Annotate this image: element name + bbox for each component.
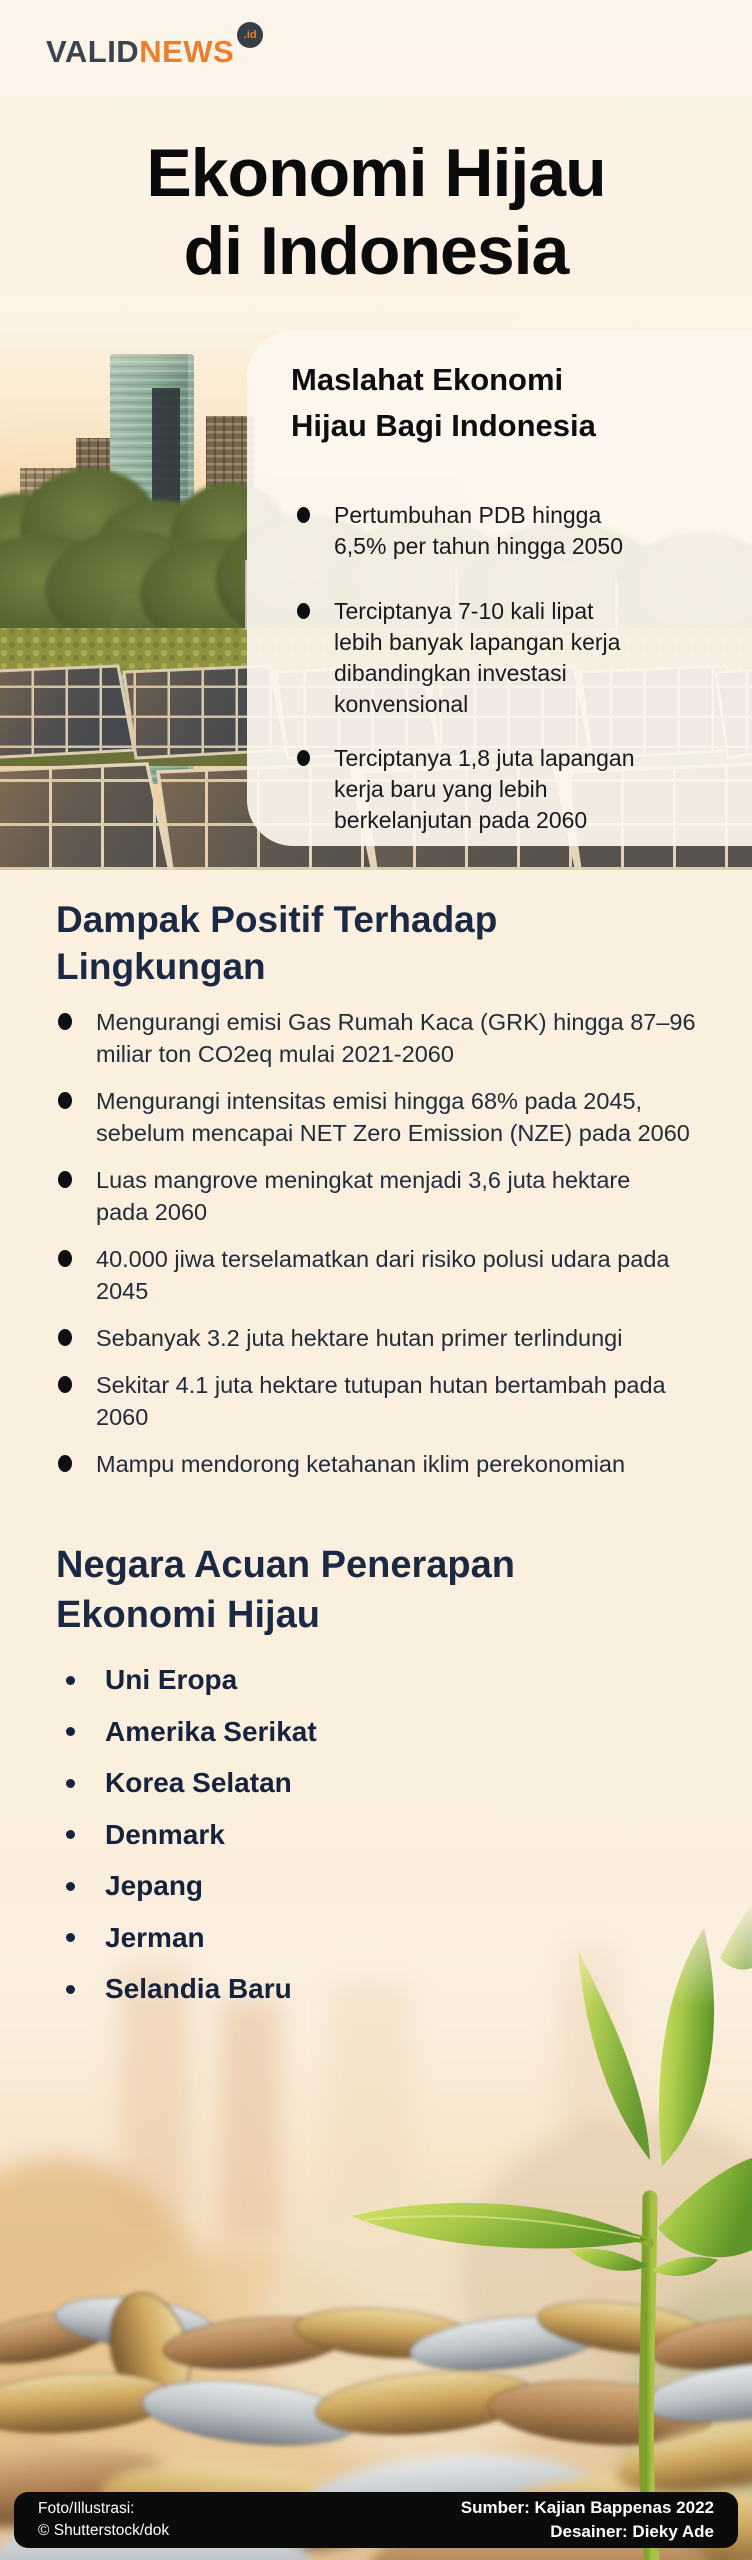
list-item bbox=[58, 1006, 718, 1070]
logo-tld-text: .id bbox=[243, 29, 257, 41]
list-item bbox=[297, 596, 728, 720]
bullet-dot bbox=[297, 507, 310, 523]
environment-item-text: Luas mangrove meningkat menjadi 3,6 juta hektare pada 2060 bbox=[96, 1167, 631, 1225]
bullet-dot bbox=[66, 1830, 75, 1839]
bullet-dot bbox=[66, 1882, 75, 1891]
logo-id-badge bbox=[237, 22, 263, 48]
bullet-dot bbox=[58, 1171, 72, 1188]
bullet-dot bbox=[58, 1329, 72, 1346]
list-item bbox=[58, 1085, 718, 1149]
footer-bar bbox=[14, 2492, 738, 2548]
bullet-dot bbox=[297, 750, 310, 766]
list-item bbox=[58, 1448, 718, 1480]
photo-credit-label: Foto/Illustrasi: bbox=[38, 2500, 135, 2517]
source-credit bbox=[461, 2496, 714, 2544]
environment-item-text: 40.000 jiwa terselamatkan dari risiko polusi udara pada 2045 bbox=[96, 1246, 670, 1304]
environment-heading: Dampak Positif Terhadap Lingkungan bbox=[56, 899, 498, 987]
list-item bbox=[66, 1714, 317, 1750]
bullet-dot bbox=[58, 1455, 72, 1472]
bullet-dot bbox=[66, 1676, 75, 1685]
list-item bbox=[58, 1369, 718, 1433]
list-item bbox=[66, 1920, 317, 1956]
bullet-dot bbox=[66, 1985, 75, 1994]
country-name: Denmark bbox=[105, 1818, 225, 1850]
list-item bbox=[297, 500, 728, 562]
countries-heading: Negara Acuan Penerapan Ekonomi Hijau bbox=[56, 1544, 515, 1636]
photo-credit bbox=[38, 2498, 169, 2542]
benefits-card-heading: Maslahat Ekonomi Hijau Bagi Indonesia bbox=[291, 362, 596, 443]
benefit-item-text: Terciptanya 1,8 juta lapangan kerja baru yang lebih berkelanjutan pada 2060 bbox=[334, 745, 635, 833]
bullet-dot bbox=[58, 1376, 72, 1393]
list-item bbox=[66, 1817, 317, 1853]
country-name: Amerika Serikat bbox=[105, 1715, 317, 1747]
source-text: Sumber: Kajian Bappenas 2022 bbox=[460, 2497, 714, 2517]
country-name: Korea Selatan bbox=[105, 1767, 292, 1798]
list-item bbox=[66, 1765, 317, 1801]
benefit-item-text: Terciptanya 7-10 kali lipat lebih banyak lapangan kerja dibandingkan investasi konvensional bbox=[334, 598, 621, 717]
countries-list bbox=[66, 1662, 317, 2023]
validnews-logo bbox=[46, 29, 263, 70]
environment-item-text: Mengurangi intensitas emisi hingga 68% pada 2045, sebelum mencapai NET Zero Emission (NZE) pada 2060 bbox=[96, 1088, 690, 1146]
benefits-list bbox=[297, 500, 728, 836]
list-item bbox=[66, 1662, 317, 1698]
bullet-dot bbox=[66, 1933, 75, 1942]
bullet-dot bbox=[66, 1727, 75, 1736]
list-item bbox=[58, 1164, 718, 1228]
bullet-dot bbox=[58, 1013, 72, 1030]
list-item bbox=[58, 1243, 718, 1307]
bullet-dot bbox=[58, 1250, 72, 1267]
environment-item-text: Sekitar 4.1 juta hektare tutupan hutan bertambah pada 2060 bbox=[96, 1372, 666, 1430]
page-title: Ekonomi Hijau di Indonesia bbox=[146, 135, 606, 289]
benefits-card bbox=[247, 331, 752, 846]
country-name: Uni Eropa bbox=[105, 1664, 238, 1695]
list-item bbox=[58, 1322, 718, 1354]
country-name: Jerman bbox=[105, 1921, 205, 1953]
environment-list bbox=[58, 1006, 718, 1495]
logo-valid-text: VALID bbox=[46, 34, 140, 69]
bullet-dot bbox=[66, 1779, 75, 1788]
country-name: Selandia Baru bbox=[105, 1973, 292, 2004]
designer-text: Desainer: Dieky Ade bbox=[550, 2522, 714, 2541]
list-item bbox=[66, 1971, 317, 2007]
environment-item-text: Mampu mendorong ketahanan iklim perekonomian bbox=[96, 1451, 626, 1477]
benefit-item-text: Pertumbuhan PDB hingga 6,5% per tahun hingga 2050 bbox=[334, 502, 624, 559]
country-name: Jepang bbox=[105, 1870, 204, 1901]
photo-credit-value: © Shutterstock/dok bbox=[38, 2522, 170, 2539]
list-item bbox=[297, 743, 728, 836]
bullet-dot bbox=[58, 1092, 72, 1109]
list-item bbox=[66, 1868, 317, 1904]
environment-item-text: Sebanyak 3.2 juta hektare hutan primer terlindungi bbox=[96, 1325, 623, 1351]
bullet-dot bbox=[297, 603, 310, 619]
logo-news-text: NEWS bbox=[139, 34, 235, 69]
environment-item-text: Mengurangi emisi Gas Rumah Kaca (GRK) hingga 87–96 miliar ton CO2eq mulai 2021-2060 bbox=[96, 1009, 696, 1067]
